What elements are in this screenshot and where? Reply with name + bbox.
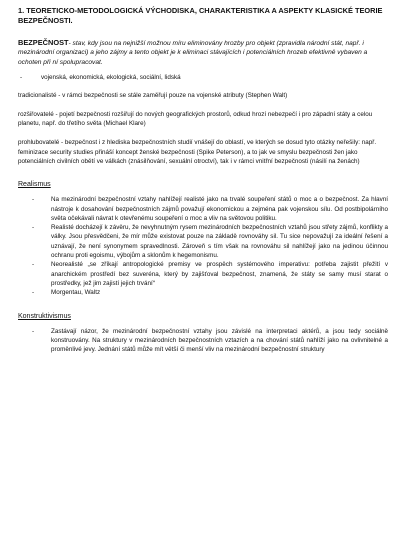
dash-bullet: - (32, 289, 35, 297)
dimensions-list (18, 73, 388, 82)
dash-bullet: - (32, 196, 35, 204)
list-item (32, 195, 388, 223)
list-item (18, 73, 388, 82)
definition-text: - stav, kdy jsou na nejnižší možnou míru eliminovány hrozby pro objekt (zpravidla národní stát, např. i mezinárodní organizaci) a jeho zájmy a tento objekt je k eliminaci stávajících i potenciálních hrozeb efektivně vybaven a ochoten při ní spolupracovat. (18, 40, 368, 66)
list-item (32, 223, 388, 260)
realism-list (18, 195, 388, 297)
list-item (32, 260, 388, 288)
section-title-realism: Realismus (18, 181, 51, 189)
definition-term: BEZPEČNOST (18, 38, 69, 47)
list-item (32, 288, 388, 297)
list-item-text: Zastávají názor, že mezinárodní bezpečnostní vztahy jsou závislé na interpretaci aktérů, a jsou tedy sociálně konstruovány. Na struktury v mezinárodních bezpečnostních vztazích a na chování států nahlíží jako na ovlivnitelné a proměnlivé jevy. Jednání států může mít větší či menší vliv na mezinárodní bezpečnostní struktury (51, 327, 388, 354)
list-item-text: vojenská, ekonomická, ekologická, sociální, lidská (41, 74, 181, 82)
dash-bullet: - (32, 327, 35, 335)
constructivism-list (18, 327, 388, 355)
dash-bullet: - (20, 74, 23, 82)
list-item-text: Morgentau, Waltz (51, 289, 101, 297)
security-definition (18, 38, 388, 67)
dash-bullet: - (32, 224, 35, 232)
list-item-text: Neorealisté „se zříkají antropologické premisy ve prospěch systémového imperativu: potřeba zajistit přežití v anarchickém prostředí bez suveréna, který by zajišťoval bezpečnost, znamená, že státy se samy musí starat o prostředky, jež jim zajistí jejich trvání“ (51, 261, 388, 287)
document-heading: 1. TEORETICKO-METODOLOGICKÁ VÝCHODISKA, CHARAKTERISTIKA A ASPEKTY KLASICKÉ TEORIE BEZPEČNOSTI. (18, 6, 383, 25)
paragraph-wideners: rozšiřovatelé - pojetí bezpečnosti rozšiřují do nových geografických prostorů, odkud hrozí nebezpečí i pro západní státy a celou planetu, např. do třetího světa (Michael Klare) (18, 110, 373, 128)
paragraph-deepeners: prohlubovatelé - bezpečnost i z hlediska bezpečnostních studií vnášejí do oblastí, ve kterých se dosud tyto otázky neřešily: např. feminizace security studies přináší koncept ženské bezpečnosti (Spike Peterson), a to jak ve smyslu bezpečnosti žen jako potenciálních civilních obětí ve válkách (znásilňování, sexuální otroctví), tak i v rámci vnitřní bezpečnosti (násilí na ženách) (18, 139, 377, 165)
dash-bullet: - (32, 261, 35, 269)
list-item-text: Realisté docházejí k závěru, že nevyhnutným rysem mezinárodních bezpečnostních vztahů jsou střety zájmů, konflikty a války. Jsou přesvědčeni, že mír může existovat pouze na základě rovnováhy sil. Tu sice nepovažují za ideální řešení a uznávají, že není synonymem spravedlnosti. Zároveň s tím však na rovnováhu sil nahlížejí jako na jedinou účinnou ochranu proti egoismu, výbojům a sklonům k hegemonismu. (51, 224, 388, 260)
list-item-text: Na mezinárodní bezpečnostní vztahy nahlížejí realisté jako na trvalé soupeření států o moc a o bezpečnost. Za hlavní nástroje k dosahování bezpečnostních zájmů považují ekonomickou a zejména pak vojenskou sílu. Od postbipolárního světa očekávali návrat k otevřenému soupeření o moc a vliv na světovou politiku. (51, 196, 388, 222)
section-title-constructivism: Konstruktivismus (18, 312, 71, 320)
paragraph-traditionalists: tradicionalisté - v rámci bezpečnosti se stále zaměřují pouze na vojenské atributy (Stephen Walt) (18, 91, 288, 99)
list-item (32, 327, 388, 355)
